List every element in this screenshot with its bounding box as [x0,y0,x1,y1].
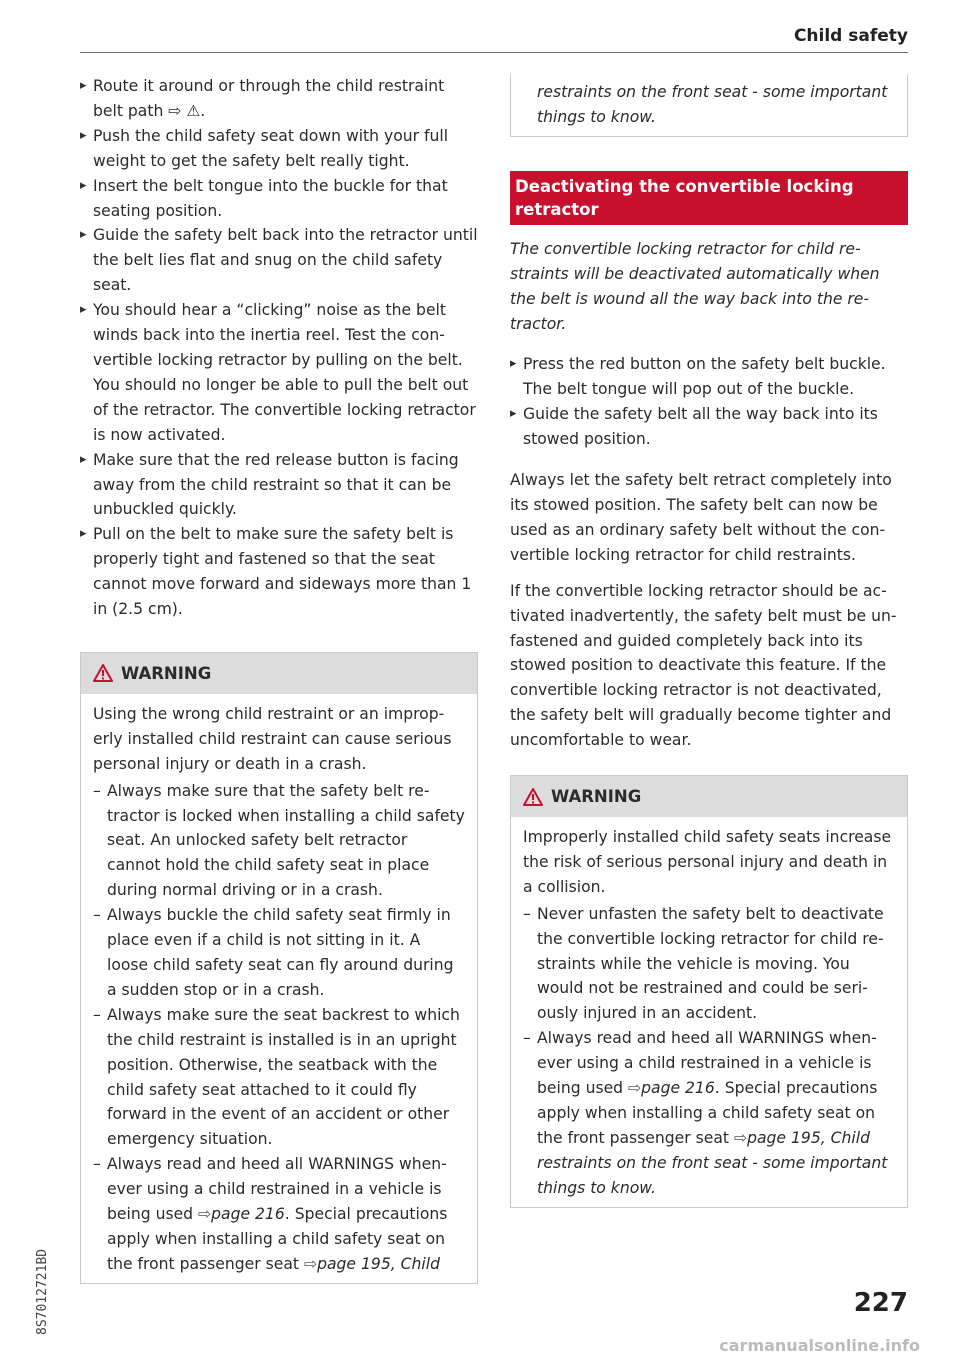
warning-item: – Always make sure that the safety belt retractor is locked when installing a child safety seat. An unlocked safety belt retractor cannot hold the child safety seat in place during normal driving or in a crash. [93,779,465,904]
warning-triangle-icon [523,788,543,806]
section-intro: The convertible locking retractor for child restraints will be deactivated automatically when the belt is wound all the way back into the retractor. [510,239,880,333]
warning-box [510,775,908,1208]
list-item: ▸ Pull on the belt to make sure the safety belt is properly tight and fastened so that the seat cannot move forward and sideways more than 1 in (2.5 cm). [80,522,478,622]
list-item: ▸ Push the child safety seat down with your full weight to get the safety belt really tight. [80,124,478,174]
body-paragraph: Always let the safety belt retract completely into its stowed position. The safety belt can now be used as an ordinary safety belt without the convertible locking retractor for child restraints. [510,471,892,564]
warning-item: – Never unfasten the safety belt to deactivate the convertible locking retractor for child restraints while the vehicle is moving. You would not be restrained and could be seriously injured in an accident. [523,902,895,1027]
warning-body [511,817,907,1207]
warning-box [80,652,478,1284]
warning-list [93,779,465,1277]
list-item: ▸ Route it around or through the child restraint belt path ⇨ ⚠. [80,74,478,124]
list-item: ▸ You should hear a “clicking” noise as the belt winds back into the inertia reel. Test the convertible locking retractor by pulling on the belt. You should no longer be able to pull the belt out of the retractor. The convertible locking retractor is now activated. [80,298,478,447]
list-item: ▸ Make sure that the red release button is facing away from the child restraint so that it can be unbuckled quickly. [80,448,478,523]
ref-arrow-icon: ⇨ [304,1254,318,1273]
warning-triangle-icon [93,664,113,682]
watermark: carmanualsonline.info [719,1336,920,1355]
list-item: ▸ Insert the belt tongue into the buckle for that seating position. [80,174,478,224]
page-ref-link[interactable]: page 216 [211,1205,285,1224]
warning-continuation: restraints on the front seat - some important things to know. [510,74,908,137]
body-paragraph: If the convertible locking retractor should be activated inadvertently, the safety belt must be unfastened and guided completely back into its stowed position to deactivate this feature. If the convertible locking retractor is not deactivated, the safety belt will gradually become tighter and uncomfortable to wear. [510,581,897,750]
ref-arrow-icon: ⇨ [198,1205,212,1224]
list-item: ▸ Guide the safety belt back into the retractor until the belt lies flat and snug on the child safety seat. [80,223,478,298]
warning-header [81,653,477,694]
warning-body [81,694,477,1283]
header-divider [80,52,908,53]
page-number: 227 [853,1288,908,1318]
section-heading: Deactivating the convertible locking retractor [510,171,908,225]
warning-header [511,776,907,817]
section-header-title: Child safety [793,26,908,46]
ref-arrow-icon: ⇨ [734,1128,748,1147]
page-ref-link[interactable]: page 216 [641,1079,715,1098]
svg-text:8S7012721BD: 8S7012721BD [35,1248,50,1335]
list-item: ▸ Press the red button on the safety belt buckle. The belt tongue will pop out of the buckle. [510,352,908,402]
page-ref-link[interactable]: page 195, Child [317,1254,440,1273]
page-ref-link[interactable]: page 195, Child restraints on the front seat - some important things to know [537,1128,888,1197]
instruction-list [510,352,908,452]
warning-item: – Always read and heed all WARNINGS whenever using a child restrained in a vehicle is being used ⇨page 216. Special precautions apply when installing a child safety seat on the front passenger seat ⇨page 195, Child restraints on the front seat - some important things to know. [523,1026,895,1200]
warning-intro: Using the wrong child restraint or an improperly installed child restraint can cause serious personal injury or death in a crash. [93,704,452,773]
warning-intro: Improperly installed child safety seats increase the risk of serious personal injury and death in a collision. [523,828,892,896]
ref-arrow-icon: ⇨ [628,1079,642,1098]
document-code [26,1225,56,1335]
warning-title: WARNING [551,787,642,807]
warning-list [523,902,895,1201]
instruction-list [80,74,478,622]
warning-item: – Always read and heed all WARNINGS whenever using a child restrained in a vehicle is being used ⇨page 216. Special precautions apply when installing a child safety seat on the front passenger seat ⇨page 195, Child [93,1152,465,1277]
warning-item: – Always buckle the child safety seat firmly in place even if a child is not sitting in it. A loose child safety seat can fly around during a sudden stop or in a crash. [93,903,465,1003]
warning-item: – Always make sure the seat backrest to which the child restraint is installed is in an upright position. Otherwise, the seatback with the child safety seat attached to it could fly forward in the event of an accident or other emergency situation. [93,1003,465,1152]
right-column [510,74,908,1208]
warning-title: WARNING [121,663,212,683]
list-item: ▸ Guide the safety belt all the way back into its stowed position. [510,402,908,452]
left-column [80,74,478,1284]
